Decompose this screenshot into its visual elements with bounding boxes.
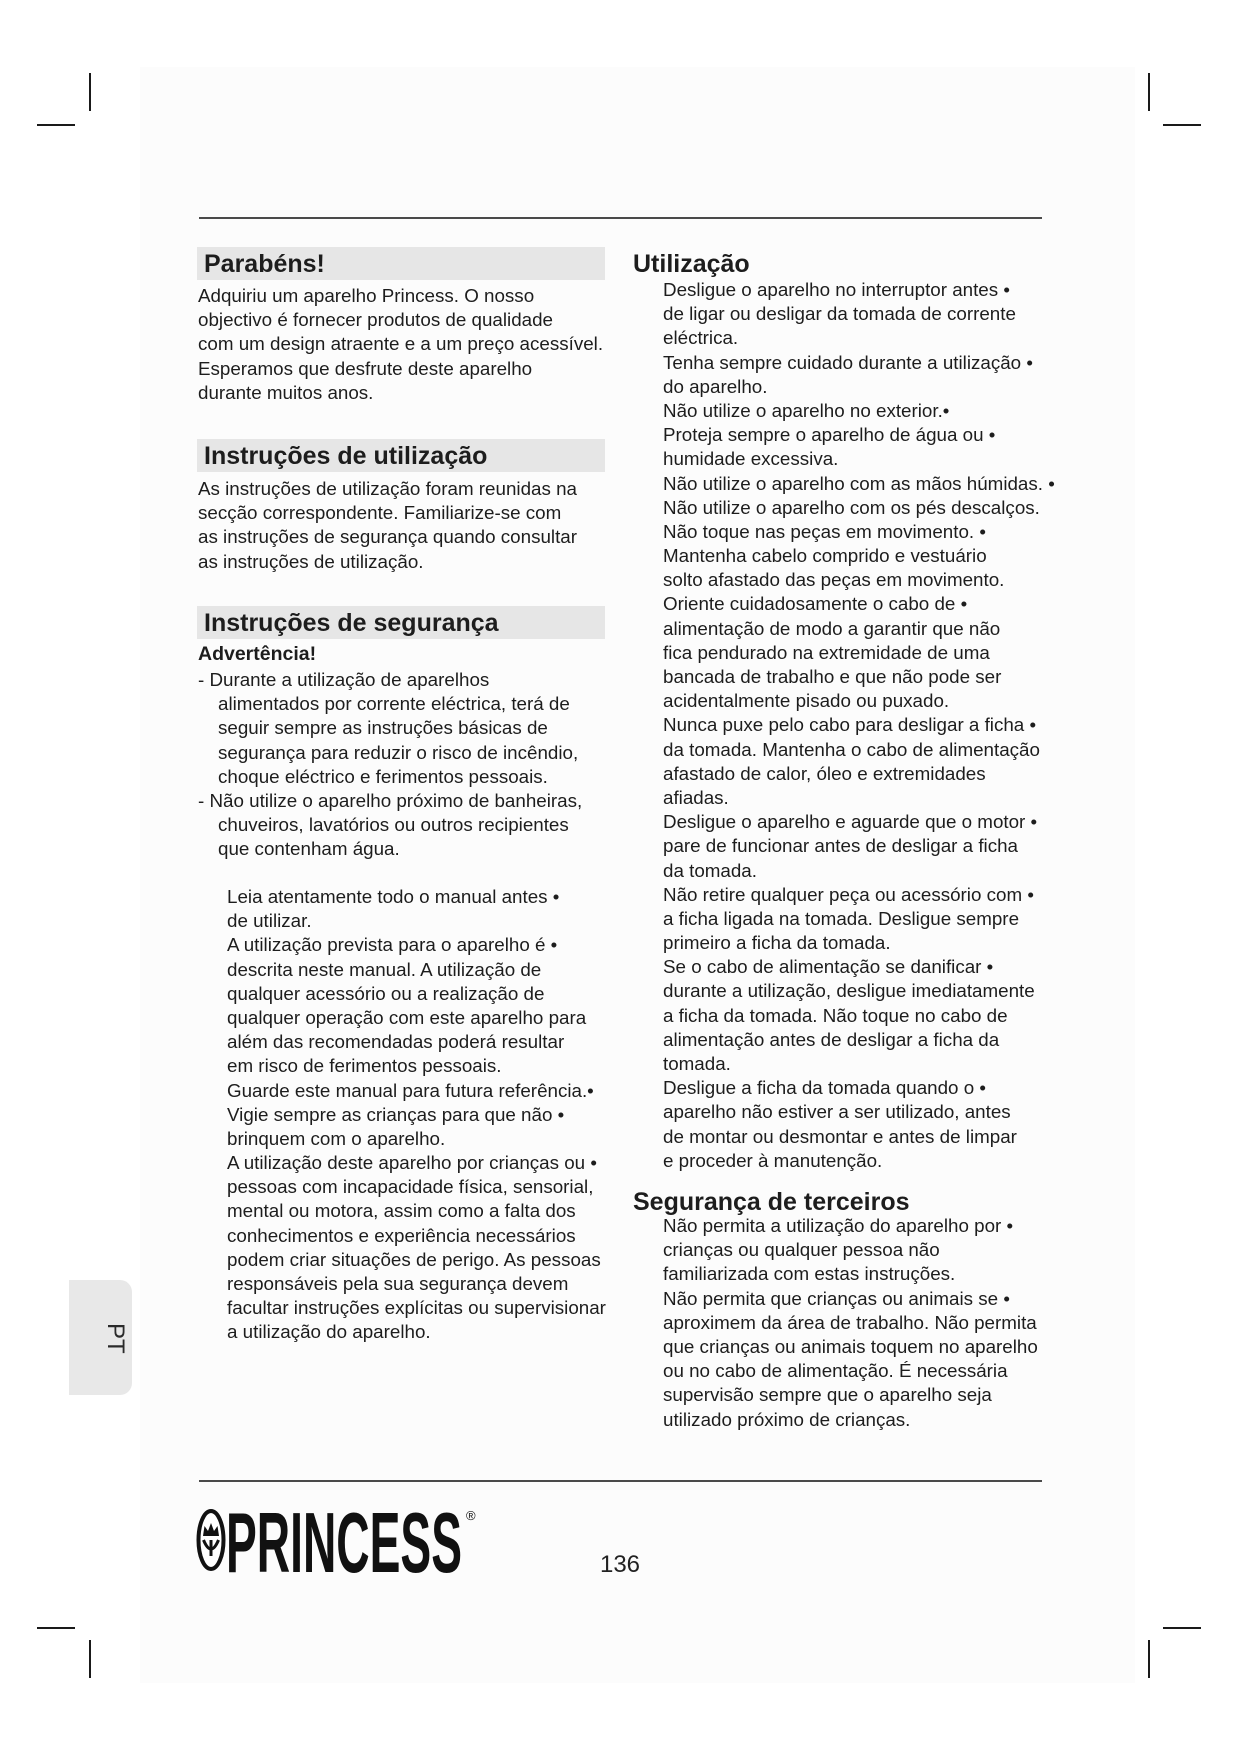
text-line: do aparelho. <box>663 375 768 397</box>
text-line: secção correspondente. Familiarize-se com <box>198 502 562 524</box>
dash-item <box>198 789 582 862</box>
text-line: pare de funcionar antes de desligar a ficha <box>663 835 1018 857</box>
text-line: a ficha da tomada. Não toque no cabo de <box>663 1004 1008 1026</box>
text-line: choque eléctrico e ferimentos pessoais. <box>218 765 548 787</box>
text-line: solto afastado das peças em movimento. <box>663 569 1005 591</box>
text-line: as instruções de utilização. <box>198 550 424 572</box>
text-line: Não permita a utilização do aparelho por • <box>663 1215 1014 1236</box>
text-line: durante a utilização, desligue imediatamente <box>663 980 1035 1002</box>
text-line: qualquer acessório ou a realização de <box>227 982 545 1004</box>
text-line: as instruções de segurança quando consultar <box>198 526 577 548</box>
text-line: eléctrica. <box>663 327 739 349</box>
text-line: Não utilize o aparelho com as mãos húmidas. • <box>663 472 1055 494</box>
text-line: podem criar situações de perigo. As pessoas <box>227 1248 601 1270</box>
text-line: Desligue o aparelho no interruptor antes • <box>663 279 1010 300</box>
text-line: brinquem com o aparelho. <box>227 1127 446 1149</box>
text-line: humidade excessiva. <box>663 448 839 470</box>
text-line: mental ou motora, assim como a falta dos <box>227 1200 576 1222</box>
text-line: facultar instruções explícitas ou supervisionar <box>227 1297 606 1319</box>
text-line: Tenha sempre cuidado durante a utilização • <box>663 351 1033 373</box>
text-line: Nunca puxe pelo cabo para desligar a ficha • <box>663 714 1037 736</box>
crop-mark <box>1148 1640 1150 1678</box>
congratulations-text <box>198 284 603 405</box>
text-line: Não utilize o aparelho no exterior.• <box>663 399 950 421</box>
text-line: de ligar ou desligar da tomada de corrente <box>663 303 1016 325</box>
text-line: primeiro a ficha da tomada. <box>663 932 891 954</box>
text-line: conhecimentos e experiência necessários <box>227 1224 576 1246</box>
crown-emblem-icon <box>199 1511 224 1569</box>
crop-mark <box>37 1627 75 1629</box>
text-line: Adquiriu um aparelho Princess. O nosso <box>198 285 535 306</box>
text-line: a utilização do aparelho. <box>227 1321 431 1343</box>
text-line: Desligue a ficha da tomada quando o • <box>663 1077 986 1099</box>
text-line: fica pendurado na extremidade de uma <box>663 641 990 663</box>
crop-mark <box>89 1640 91 1678</box>
text-line: de montar ou desmontar e antes de limpar <box>663 1125 1017 1147</box>
text-line: e proceder à manutenção. <box>663 1149 883 1171</box>
crop-mark <box>89 73 91 111</box>
text-line: Se o cabo de alimentação se danificar • <box>663 956 994 978</box>
usage-heading: Utilização <box>633 250 750 278</box>
bottom-rule <box>199 1480 1042 1482</box>
text-line: utilizado próximo de crianças. <box>663 1408 911 1430</box>
crop-mark <box>37 124 75 126</box>
text-line: afiadas. <box>663 786 729 808</box>
text-line: Não toque nas peças em movimento. • <box>663 520 986 542</box>
text-line: Não retire qualquer peça ou acessório com • <box>663 883 1034 905</box>
congratulations-heading: Parabéns! <box>197 247 605 280</box>
text-line: responsáveis pela sua segurança devem <box>227 1273 569 1294</box>
text-line: Mantenha cabelo comprido e vestuário <box>663 545 987 567</box>
text-line: bancada de trabalho e que não pode ser <box>663 666 1002 687</box>
text-line: A utilização deste aparelho por crianças ou • <box>227 1152 597 1174</box>
language-tab-label: PT <box>102 1323 129 1354</box>
text-line: objectivo é fornecer produtos de qualidade <box>198 309 554 331</box>
crop-mark <box>1163 124 1201 126</box>
princess-logo <box>190 1500 490 1580</box>
brand-wordmark: PRINCESS <box>226 1500 462 1580</box>
text-line: afastado de calor, óleo e extremidades <box>663 762 986 784</box>
text-line: A utilização prevista para o aparelho é • <box>227 934 558 956</box>
text-line: durante muitos anos. <box>198 381 374 403</box>
text-line: da tomada. <box>663 859 757 881</box>
text-line: alimentação de modo a garantir que não <box>663 617 1001 639</box>
text-line: Proteja sempre o aparelho de água ou • <box>663 424 996 446</box>
usage-instructions-text <box>198 477 577 574</box>
text-line: Não utilize o aparelho com os pés descalços. <box>663 496 1040 518</box>
text-line: que contenham água. <box>218 838 400 860</box>
text-line: pessoas com incapacidade física, sensorial, <box>227 1176 594 1198</box>
text-line: em risco de ferimentos pessoais. <box>227 1055 502 1077</box>
text-line: aparelho não estiver a ser utilizado, antes <box>663 1101 1011 1123</box>
text-line: Oriente cuidadosamente o cabo de • <box>663 593 968 615</box>
text-line: - Durante a utilização de aparelhos <box>198 669 490 690</box>
safety-instructions-heading: Instruções de segurança <box>197 606 605 639</box>
text-line: acidentalmente pisado ou puxado. <box>663 690 950 712</box>
usage-bullet-list <box>663 278 1055 1173</box>
text-line: com um design atraente e a um preço acessível. <box>198 333 604 355</box>
text-line: Leia atentamente todo o manual antes • <box>227 886 560 907</box>
text-line: Desligue o aparelho e aguarde que o motor • <box>663 811 1038 833</box>
text-line: a ficha ligada na tomada. Desligue sempre <box>663 907 1020 929</box>
text-line: supervisão sempre que o aparelho seja <box>663 1384 992 1406</box>
text-line: chuveiros, lavatórios ou outros recipientes <box>218 814 569 836</box>
text-line: Não permita que crianças ou animais se • <box>663 1287 1010 1309</box>
text-line: Vigie sempre as crianças para que não • <box>227 1103 565 1125</box>
registered-mark: ® <box>466 1508 476 1523</box>
text-line: aproximem da área de trabalho. Não permita <box>663 1311 1037 1333</box>
text-line: alimentação antes de desligar a ficha da <box>663 1028 1000 1050</box>
text-line: que crianças ou animais toquem no aparelho <box>663 1335 1038 1357</box>
text-line: ou no cabo de alimentação. É necessária <box>663 1360 1008 1382</box>
text-line: qualquer operação com este aparelho para <box>227 1006 587 1028</box>
text-line: alimentados por corrente eléctrica, terá de <box>218 693 570 715</box>
dash-item <box>198 668 578 789</box>
text-line: de utilizar. <box>227 910 312 932</box>
text-line: da tomada. Mantenha o cabo de alimentação <box>663 738 1040 760</box>
text-line: familiarizada com estas instruções. <box>663 1263 956 1285</box>
third-party-bullet-list <box>663 1214 1038 1432</box>
text-line: Guarde este manual para futura referência.• <box>227 1079 594 1101</box>
safety-bullet-list <box>227 885 606 1345</box>
crop-mark <box>1163 1627 1201 1629</box>
page-number: 136 <box>599 1551 641 1578</box>
warning-label: Advertência! <box>198 643 317 665</box>
text-line: seguir sempre as instruções básicas de <box>218 717 548 739</box>
usage-instructions-heading: Instruções de utilização <box>197 439 605 472</box>
text-line: segurança para reduzir o risco de incêndio, <box>218 741 579 763</box>
text-line: tomada. <box>663 1053 731 1074</box>
text-line: crianças ou qualquer pessoa não <box>663 1239 940 1261</box>
text-line: além das recomendadas poderá resultar <box>227 1031 565 1053</box>
top-rule <box>199 217 1042 219</box>
third-party-safety-heading: Segurança de terceiros <box>633 1188 910 1216</box>
text-line: - Não utilize o aparelho próximo de banheiras, <box>198 790 583 811</box>
text-line: Esperamos que desfrute deste aparelho <box>198 357 533 379</box>
crop-mark <box>1148 73 1150 111</box>
text-line: descrita neste manual. A utilização de <box>227 958 542 980</box>
text-line: As instruções de utilização foram reunidas na <box>198 478 577 499</box>
language-tab <box>69 1280 132 1395</box>
